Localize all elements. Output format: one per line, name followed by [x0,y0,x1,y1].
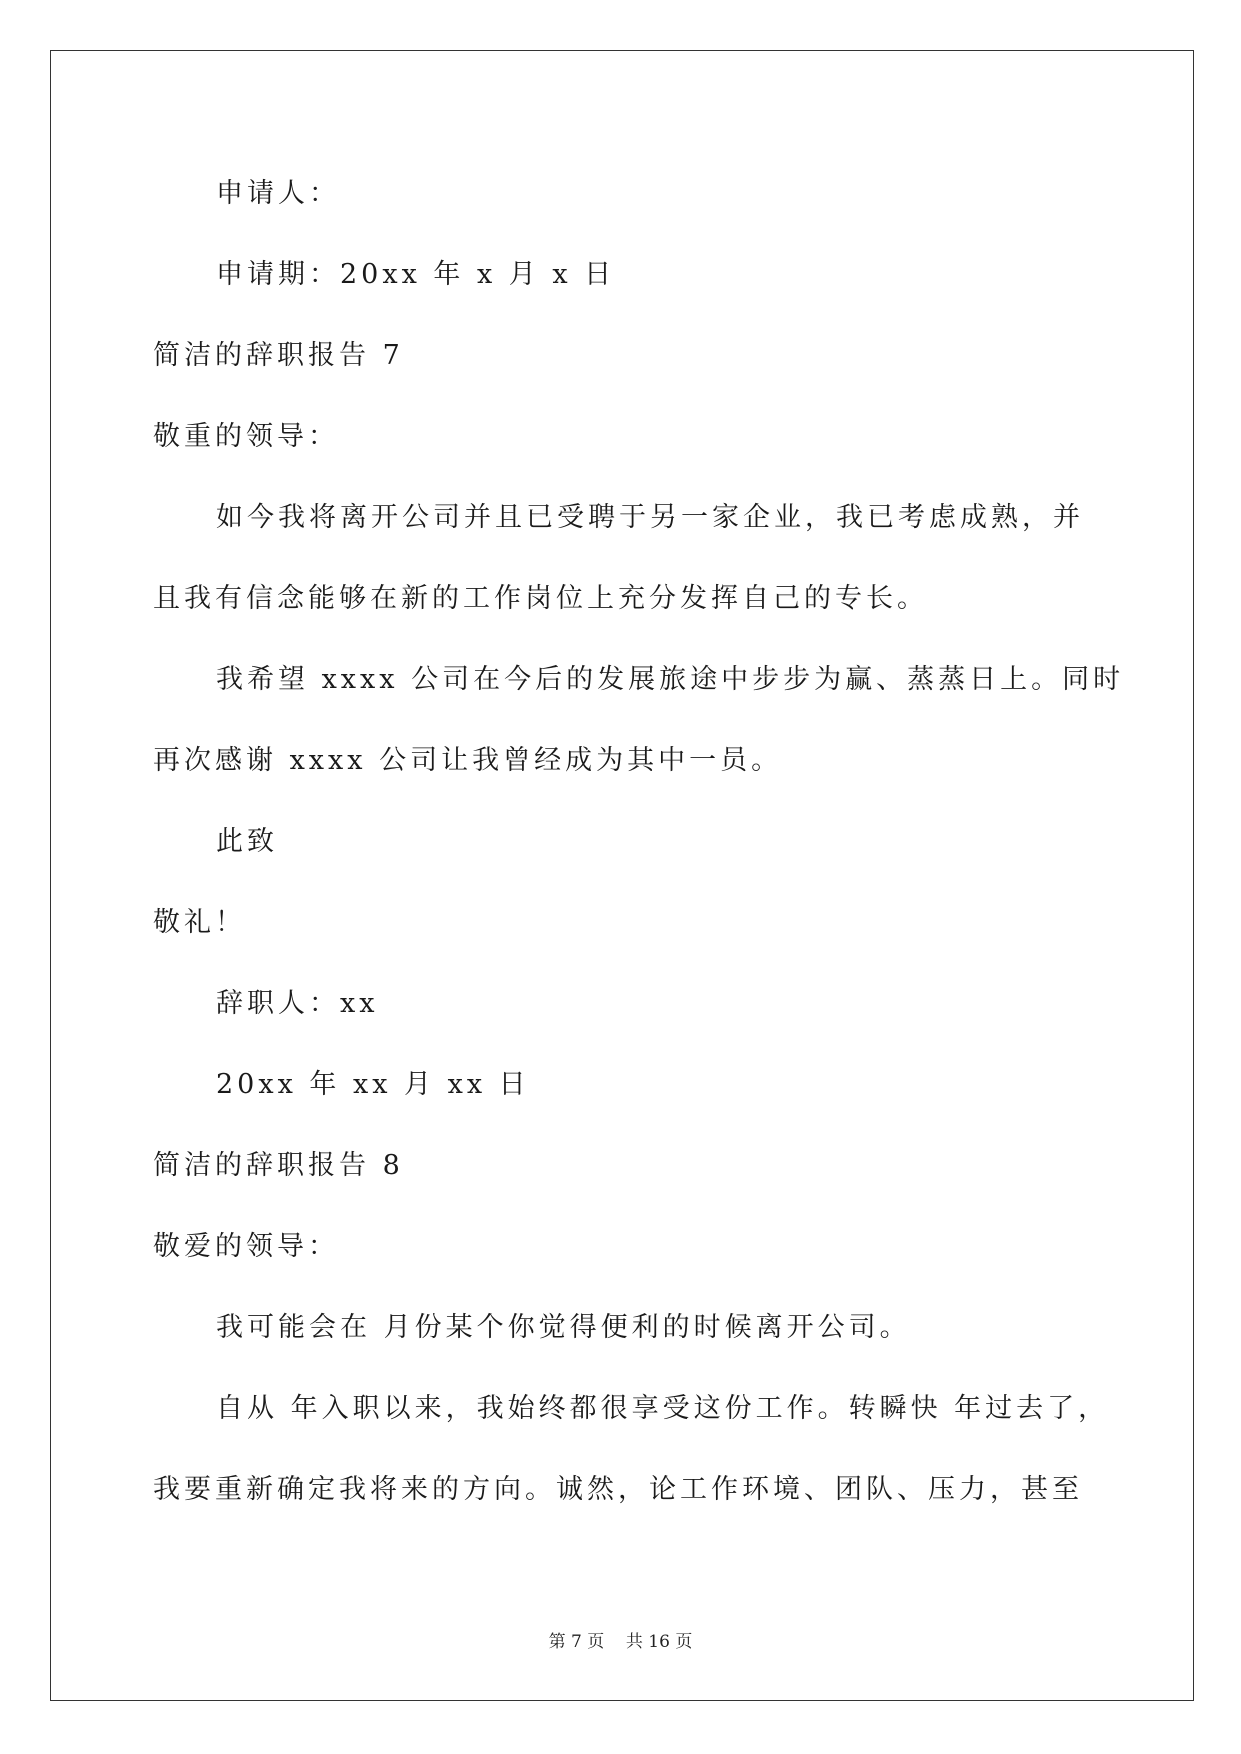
paragraph-line: 我可能会在 月份某个你觉得便利的时候离开公司。 [216,1312,911,1343]
paragraph-line: 自从 年入职以来，我始终都很享受这份工作。转瞬快 年过去了， [216,1393,1110,1424]
closing-regards: 敬礼！ [153,907,246,938]
salutation-8: 敬爱的领导： [153,1231,339,1262]
application-date-line: 申请期：20xx 年 x 月 x 日 [216,259,616,290]
paragraph-line: 我要重新确定我将来的方向。诚然，论工作环境、团队、压力，甚至 [153,1474,1083,1505]
date-line: 20xx 年 xx 月 xx 日 [216,1069,530,1100]
section-heading-8: 简洁的辞职报告 8 [153,1150,404,1181]
applicant-line: 申请人： [216,178,340,209]
resigner-line: 辞职人：xx [216,988,379,1019]
paragraph-line: 且我有信念能够在新的工作岗位上充分发挥自己的专长。 [153,583,928,614]
salutation-7: 敬重的领导： [153,421,339,452]
paragraph-line: 如今我将离开公司并且已受聘于另一家企业，我已考虑成熟，并 [216,502,1084,533]
page-number: 第 7 页 共 16 页 [548,1632,693,1652]
section-heading-7: 简洁的辞职报告 7 [153,340,404,371]
page-border [50,50,1194,1701]
closing-line: 此致 [216,826,278,857]
paragraph-line: 我希望 xxxx 公司在今后的发展旅途中步步为赢、蒸蒸日上。同时 [216,664,1125,695]
paragraph-line: 再次感谢 xxxx 公司让我曾经成为其中一员。 [153,745,783,776]
